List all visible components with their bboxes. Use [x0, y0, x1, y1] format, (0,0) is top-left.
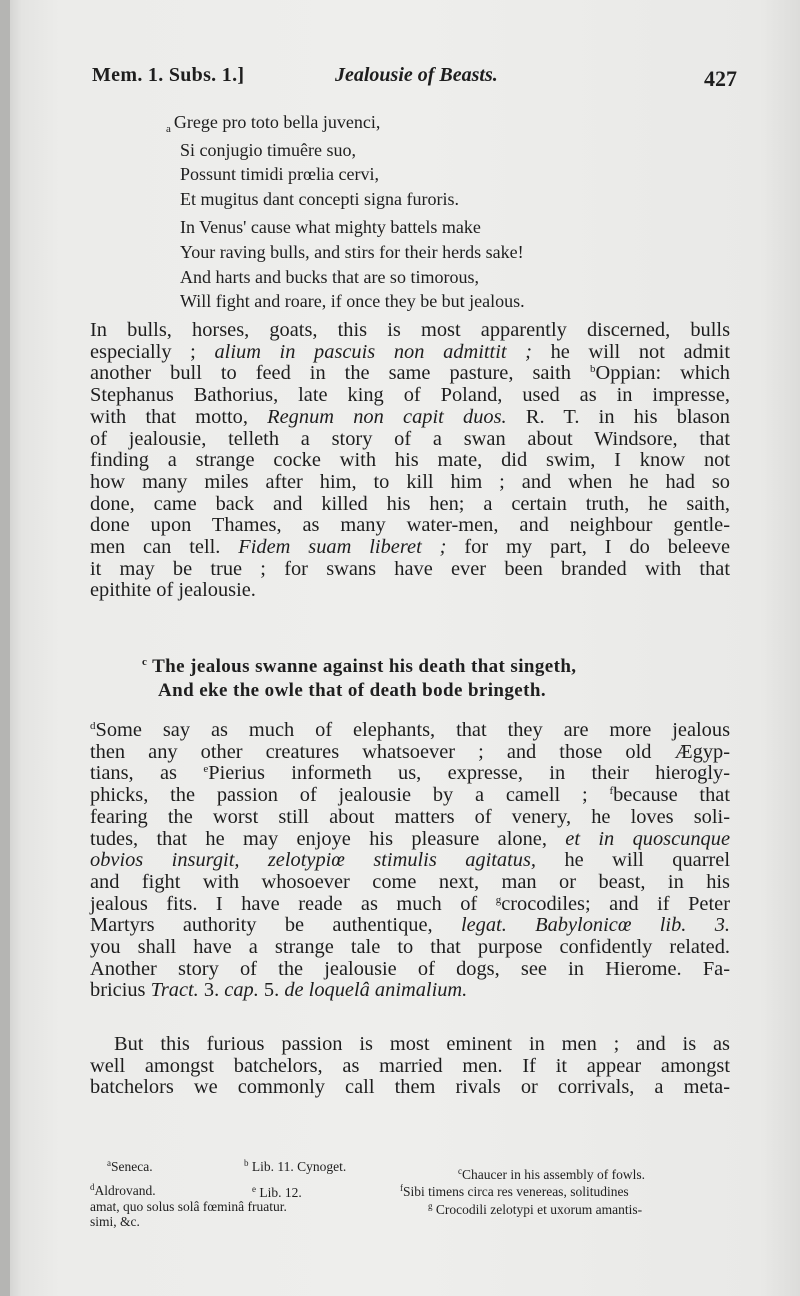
paragraph-men: [90, 1034, 730, 1099]
footnote-c: $^c$Chaucer in his assembly of fowls.: [458, 1166, 645, 1182]
text-line: of jealousie, telleth a story of a swan about Windsore, that: [90, 427, 730, 450]
footnote-marker: e: [203, 763, 209, 776]
footnote-g-continued: simi, &c.: [90, 1214, 140, 1229]
footnote-g: $^g$ Crocodili zelotypi et uxorum amantis-: [428, 1201, 643, 1217]
footnote-a: $^a$Seneca.: [107, 1158, 153, 1174]
footnote-marker: g: [495, 893, 502, 906]
text-line: obvios insurgit, zelotypiœ stimulis agitatus, he will quarrel: [90, 849, 730, 872]
text-line: well amongst batchelors, as married men. If it appear amongst: [90, 1054, 730, 1077]
page-header: [92, 62, 737, 96]
text-line: bricius Tract. 3. cap. 5. de loquelâ animalium.: [90, 979, 468, 1002]
text-line: In bulls, horses, goats, this is most apparently discerned, bulls: [90, 319, 730, 341]
verse-line: And harts and bucks that are so timorous,: [180, 266, 479, 287]
text-line: tudes, that he may enjoye his pleasure alone, et in quoscunque: [90, 827, 730, 850]
footnote-e: $^e$ Lib. 12.: [252, 1184, 302, 1200]
verse-line: Your raving bulls, and stirs for their herds sake!: [180, 241, 524, 262]
footnote-f: $^f$Sibi timens circa res venereas, solitudines: [400, 1183, 629, 1199]
quotation-line: And eke the owle that of death bode bringeth.: [158, 680, 546, 701]
page-edge-shadow: [0, 0, 10, 1296]
verse-line: Et mugitus dant concepti signa furoris.: [180, 188, 459, 209]
text-line: Martyrs authority be authentique, legat. Babylonicœ lib. 3.: [90, 914, 730, 937]
text-line: especially ; alium in pascuis non admittit ; he will not admit: [90, 340, 730, 363]
paragraph-elephants: [90, 720, 730, 1002]
footnote-marker: f: [609, 785, 614, 798]
blackletter-quotation: [142, 655, 576, 703]
text-line: tians, as $^e$Pierius informeth us, expresse, in their hierogly-: [90, 762, 730, 785]
text-line: another bull to feed in the same pasture, saith $^b$Oppian: which: [90, 362, 730, 385]
footnote-marker: a: [166, 123, 171, 135]
text-line: epithite of jealousie.: [90, 579, 256, 602]
text-line: done upon Thames, as many water-men, and neighbour gentle-: [90, 514, 730, 537]
footnote-marker: c: [142, 656, 148, 668]
text-line: with that motto, Regnum non capit duos. R. T. in his blason: [90, 405, 730, 428]
text-line: $^d$Some say as much of elephants, that they are more jealous: [90, 719, 730, 741]
quotation-line: $^c$ The jealous swanne against his death that singeth,: [142, 656, 577, 677]
text-line: phicks, the passion of jealousie by a camell ; $^f$because that: [90, 784, 731, 807]
text-line: done, came back and killed his hen; a certain truth, he saith,: [90, 492, 730, 515]
text-line: and fight with whosoever come next, man or beast, in his: [90, 870, 730, 893]
text-line: jealous fits. I have reade as much of $^g$crocodiles; and if Peter: [90, 892, 730, 915]
text-line: fearing the worst still about matters of venery, he loves soli-: [90, 805, 730, 828]
footnote-d-continued: amat, quo solus solâ fœminâ fruatur.: [90, 1199, 287, 1214]
latin-english-verse: [166, 110, 525, 314]
page-number: 427: [704, 66, 737, 91]
verse-line: Si conjugio timuêre suo,: [180, 139, 356, 160]
paragraph-bulls: [90, 320, 730, 602]
footnote-b: $^b$ Lib. 11. Cynoget.: [244, 1158, 347, 1174]
text-line: Another story of the jealousie of dogs, see in Hierome. Fa-: [90, 957, 730, 980]
verse-line: In Venus' cause what mighty battels make: [180, 217, 481, 238]
text-line: you shall have a strange tale to that purpose confidently related.: [90, 936, 730, 959]
text-line: Stephanus Bathorius, late king of Poland, used as in impresse,: [90, 384, 730, 407]
text-line: it may be true ; for swans have ever been branded with that: [90, 557, 730, 580]
text-line: finding a strange cocke with his mate, did swim, I know not: [90, 449, 730, 472]
text-line: But this furious passion is most eminent in men ; and is as: [114, 1033, 730, 1055]
chapter-title: Jealousie of Beasts.: [335, 64, 498, 86]
footnote-d: $^d$Aldrovand.: [90, 1182, 156, 1198]
text-line: batchelors we commonly call them rivals or corrivals, a meta-: [90, 1076, 730, 1099]
text-line: then any other creatures whatsoever ; and those old Ægyp-: [90, 740, 730, 763]
text-line: men can tell. Fidem suam liberet ; for my part, I do beleeve: [90, 536, 731, 559]
text-line: how many miles after him, to kill him ; and when he had so: [90, 470, 730, 493]
footnote-marker: d: [90, 720, 96, 732]
footnote-marker: b: [589, 363, 596, 376]
running-head: Mem. 1. Subs. 1.]: [92, 64, 245, 86]
verse-line: Will fight and roare, if once they be but jealous.: [180, 291, 525, 312]
verse-line: Possunt timidi prœlia cervi,: [180, 164, 379, 185]
verse-line: $_a$ Grege pro toto bella juvenci,: [166, 112, 381, 135]
